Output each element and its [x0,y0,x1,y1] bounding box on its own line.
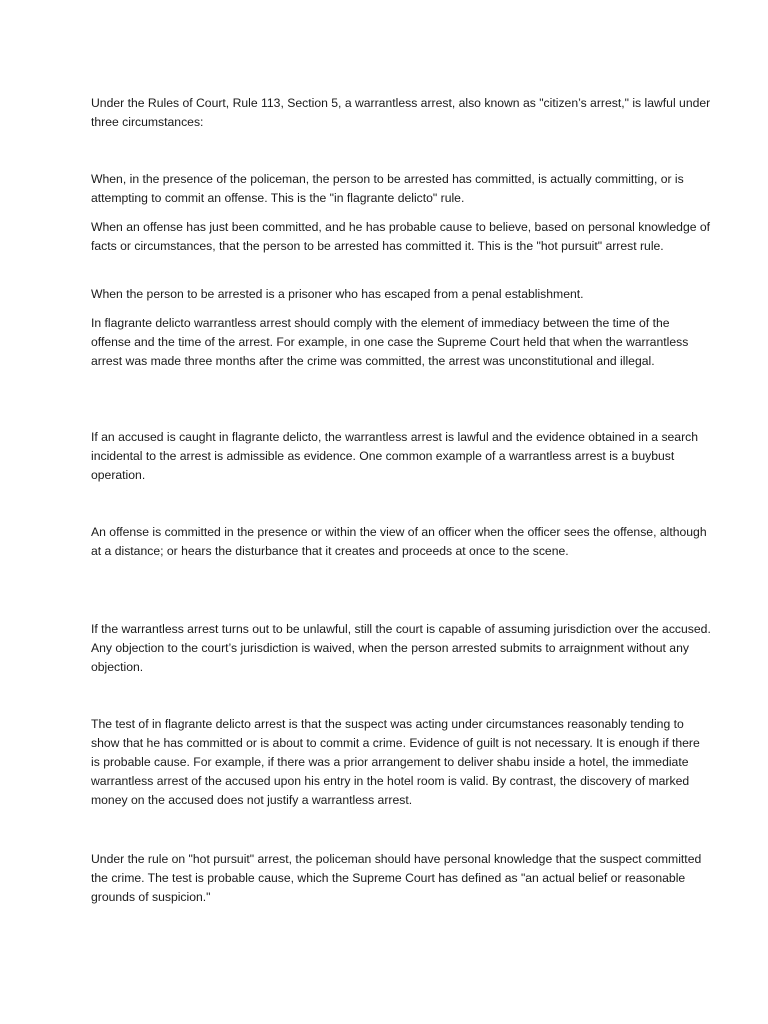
paragraph-circumstance-2: When an offense has just been committed, and he has probable cause to believe, based on personal knowledge of facts or circumstances, that the person to be arrested has committed it. This is the "hot pursuit" arrest rule. [91,220,711,253]
paragraph-caught-in-flagrante: If an accused is caught in flagrante delicto, the warrantless arrest is lawful and the evidence obtained in a search incidental to the arrest is admissible as evidence. One common example of a warrantless arrest is a buybust operation. [91,430,699,482]
paragraph-presence-of-officer: An offense is committed in the presence or within the view of an officer when the officer sees the offense, although at a distance; or hears the disturbance that it creates and proceeds at once to the scene. [91,525,707,558]
paragraph-immediacy: In flagrante delicto warrantless arrest should comply with the element of immediacy between the time of the offense and the time of the arrest. For example, in one case the Supreme Court held that when the warrantless arrest was made three months after the crime was committed, the arrest was unconstitutional and illegal. [91,316,689,368]
paragraph-circumstance-1: When, in the presence of the policeman, the person to be arrested has committed, is actually committing, or is attempting to commit an offense. This is the "in flagrante delicto" rule. [91,172,684,205]
paragraph-hot-pursuit: Under the rule on "hot pursuit" arrest, the policeman should have personal knowledge that the suspect committed the crime. The test is probable cause, which the Supreme Court has defined as "an actual belief or reasonable grounds of suspicion." [91,852,702,904]
paragraph-intro: Under the Rules of Court, Rule 113, Section 5, a warrantless arrest, also known as "citizen’s arrest," is lawful under three circumstances: [91,96,711,129]
paragraph-unlawful-arrest: If the warrantless arrest turns out to be unlawful, still the court is capable of assuming jurisdiction over the accused. Any objection to the court’s jurisdiction is waived, when the person arrested submits to arraignment without any objection. [91,622,711,674]
paragraph-test-in-flagrante: The test of in flagrante delicto arrest is that the suspect was acting under circumstances reasonably tending to show that he has committed or is about to commit a crime. Evidence of guilt is not necessary. It is enough if there is probable cause. For example, if there was a prior arrangement to deliver shabu inside a hotel, the immediate warrantless arrest of the accused upon his entry in the hotel room is valid. By contrast, the discovery of marked money on the accused does not justify a warrantless arrest. [91,717,700,807]
paragraph-circumstance-3: When the person to be arrested is a prisoner who has escaped from a penal establishment. [91,287,584,301]
